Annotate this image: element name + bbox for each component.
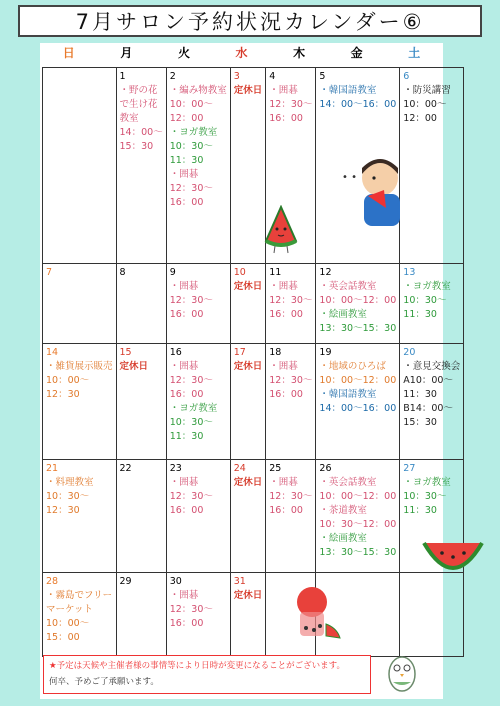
weekday-tue: 火 — [177, 46, 190, 60]
event-entry: 13：30～15：30 — [319, 547, 397, 558]
event-entry: 10：30～ — [169, 417, 213, 428]
watermelon-slice-icon — [420, 533, 486, 577]
calendar-week-row — [43, 264, 464, 344]
event-entry: 16：00 — [169, 618, 204, 629]
event-entry: 14：00～16：00 — [319, 403, 397, 414]
event-entry: ・ヨガ教室 — [169, 403, 218, 414]
event-entry: 15：30 — [119, 141, 154, 152]
calendar-day-cell — [116, 573, 166, 657]
event-entry: ・地域のひろば — [319, 361, 386, 372]
event-entry: 10：30～ — [169, 141, 213, 152]
event-entry: 15：30 — [403, 417, 437, 428]
day-number: 3 — [233, 71, 240, 82]
event-entry: ・囲碁 — [269, 361, 298, 372]
event-entry: 16：00 — [169, 389, 204, 400]
calendar-day-cell — [166, 264, 230, 344]
calendar-day-cell — [230, 460, 266, 573]
event-entry: 11：30 — [403, 505, 437, 516]
event-entry: 15：00 — [46, 632, 80, 643]
event-entry: 10：00～ — [169, 99, 213, 110]
event-entry: 16：00 — [269, 389, 303, 400]
day-number: 10 — [233, 267, 246, 278]
event-entry: 11：30 — [169, 155, 204, 166]
calendar-day-cell — [316, 264, 400, 344]
event-entry: ・囲碁 — [269, 85, 298, 96]
event-entry: 12：30～ — [169, 375, 213, 386]
event-entry: ・囲碁 — [269, 477, 298, 488]
calendar-day-cell — [400, 573, 464, 657]
event-entry: 14：00～16：00 — [319, 99, 397, 110]
event-entry: 12：30～ — [269, 295, 313, 306]
calendar-day-cell — [316, 460, 400, 573]
event-entry: A10：00～ — [403, 375, 453, 386]
day-number: 17 — [233, 347, 246, 358]
weekday-sat: 土 — [408, 46, 421, 60]
event-entry: ・囲碁 — [169, 361, 199, 372]
calendar-day-cell — [116, 460, 166, 573]
event-entry: 12：00 — [169, 113, 204, 124]
weekday-fri: 金 — [350, 46, 363, 60]
watermelon-character-icon — [262, 205, 300, 255]
event-entry: ・韓国語教室 — [319, 85, 377, 96]
calendar-day-cell — [266, 264, 316, 344]
day-number: 26 — [319, 463, 332, 474]
calendar-day-cell — [43, 264, 117, 344]
event-entry: 定休日 — [233, 361, 263, 372]
calendar-day-cell — [43, 68, 117, 264]
event-entry: 10：30～12：00 — [319, 519, 397, 530]
event-entry: 11：30 — [403, 309, 437, 320]
event-entry: ・韓国語教室 — [319, 389, 377, 400]
day-number: 31 — [233, 576, 246, 587]
event-entry: 12：00 — [403, 113, 437, 124]
calendar-sheet — [40, 43, 461, 699]
day-number: 6 — [403, 71, 410, 82]
calendar-week-row — [43, 344, 464, 460]
calendar-day-cell — [316, 344, 400, 460]
event-entry: 10：00～ — [46, 618, 90, 629]
calendar-day-cell — [116, 68, 166, 264]
event-entry: 定休日 — [233, 281, 263, 292]
event-entry: 16：00 — [169, 505, 204, 516]
event-entry: 12：30～ — [169, 183, 213, 194]
event-entry: 11：30 — [403, 389, 437, 400]
event-entry: ・編み物教室 — [169, 85, 227, 96]
day-number: 2 — [169, 71, 176, 82]
event-entry: 13：30～15：30 — [319, 323, 397, 334]
notice-box — [43, 655, 371, 694]
event-entry: ・絵画教室 — [319, 533, 367, 544]
day-number: 13 — [403, 267, 416, 278]
event-entry: 定休日 — [233, 85, 263, 96]
event-entry: 12：30～ — [169, 604, 213, 615]
event-entry: ・囲碁 — [169, 477, 199, 488]
event-entry: 11：30 — [169, 431, 204, 442]
notice-line-2: 何卒、予めご了承願います。 — [49, 677, 159, 687]
calendar-day-cell — [43, 460, 117, 573]
day-number: 28 — [46, 576, 59, 587]
event-entry: 10：30～ — [46, 491, 90, 502]
day-number: 7 — [46, 267, 53, 278]
day-number: 8 — [119, 267, 126, 278]
calendar-day-cell — [230, 344, 266, 460]
event-entry: ・英会話教室 — [319, 281, 377, 292]
event-entry: 10：30～ — [403, 295, 447, 306]
weekday-header — [40, 43, 443, 63]
event-entry: 16：00 — [169, 309, 204, 320]
event-entry: ・英会話教室 — [319, 477, 377, 488]
event-entry: 10：00～12：00 — [319, 295, 397, 306]
calendar-day-cell — [116, 344, 166, 460]
calendar-day-cell — [266, 344, 316, 460]
day-number: 9 — [169, 267, 176, 278]
event-entry: ・ヨガ教室 — [403, 281, 451, 292]
event-entry: ・料理教室 — [46, 477, 94, 488]
day-number: 19 — [319, 347, 332, 358]
day-number: 27 — [403, 463, 416, 474]
calendar-day-cell — [43, 344, 117, 460]
event-entry: 12：30 — [46, 389, 80, 400]
calendar-day-cell — [166, 573, 230, 657]
boy-eating-watermelon-icon — [340, 150, 410, 230]
owl-mascot-icon — [385, 650, 419, 694]
event-entry: 14：00～ — [119, 127, 163, 138]
event-entry: 10：30～ — [403, 491, 447, 502]
calendar-week-row — [43, 460, 464, 573]
day-number: 4 — [269, 71, 276, 82]
weekday-wed: 水 — [235, 46, 248, 60]
day-number: 11 — [269, 267, 282, 278]
day-number: 14 — [46, 347, 59, 358]
event-entry: 10：00～12：00 — [319, 375, 397, 386]
day-number: 29 — [119, 576, 132, 587]
calendar-day-cell — [230, 573, 266, 657]
calendar-day-cell — [166, 344, 230, 460]
event-entry: ・意見交換会 — [403, 361, 461, 372]
event-entry: 16：00 — [269, 113, 303, 124]
calendar-day-cell — [166, 68, 230, 264]
event-entry: ・囲碁 — [169, 590, 199, 601]
event-entry: 12：30～ — [269, 491, 313, 502]
event-entry: ・ヨガ教室 — [169, 127, 218, 138]
event-entry: 12：30 — [46, 505, 80, 516]
day-number: 5 — [319, 71, 326, 82]
event-entry: 10：00～ — [46, 375, 90, 386]
calendar-day-cell — [266, 460, 316, 573]
day-number: 30 — [169, 576, 182, 587]
day-number: 23 — [169, 463, 182, 474]
calendar-day-cell — [230, 68, 266, 264]
event-entry: ・野の花で生け花教室 — [119, 85, 158, 124]
weekday-sun: 日 — [62, 46, 75, 60]
day-number: 1 — [119, 71, 126, 82]
page-title: 7月サロン予約状況カレンダー⑥ — [18, 5, 482, 37]
event-entry: 定休日 — [233, 590, 263, 601]
calendar-day-cell — [43, 573, 117, 657]
event-entry: 10：00～12：00 — [319, 491, 397, 502]
event-entry: ・絵画教室 — [319, 309, 367, 320]
event-entry: ・防災講習 — [403, 85, 451, 96]
shaved-ice-icon — [282, 582, 344, 640]
event-entry: 定休日 — [119, 361, 149, 372]
event-entry: ・ヨガ教室 — [403, 477, 451, 488]
event-entry: ・霧島でフリーマーケット — [46, 590, 113, 615]
day-number: 18 — [269, 347, 282, 358]
event-entry: 12：30～ — [169, 295, 213, 306]
event-entry: 定休日 — [233, 477, 263, 488]
calendar-day-cell — [230, 264, 266, 344]
calendar-week-row — [43, 573, 464, 657]
weekday-mon: 月 — [120, 46, 133, 60]
calendar-day-cell — [166, 460, 230, 573]
svg-text:• •: • • — [342, 172, 357, 183]
event-entry: 10：00～ — [403, 99, 447, 110]
day-number: 25 — [269, 463, 282, 474]
event-entry: ・囲碁 — [169, 281, 199, 292]
day-number: 21 — [46, 463, 59, 474]
event-entry: ・囲碁 — [269, 281, 298, 292]
day-number: 22 — [119, 463, 132, 474]
event-entry: ・雑貨展示販売 — [46, 361, 113, 372]
day-number: 16 — [169, 347, 182, 358]
calendar-day-cell — [116, 264, 166, 344]
event-entry: 12：30～ — [269, 375, 313, 386]
event-entry: 12：30～ — [269, 99, 313, 110]
calendar-day-cell — [400, 344, 464, 460]
day-number: 24 — [233, 463, 246, 474]
event-entry: B14：00～ — [403, 403, 453, 414]
event-entry: 16：00 — [269, 505, 303, 516]
notice-line-1: ★予定は天候や主催者様の事情等により日時が変更になることがございます。 — [49, 661, 345, 671]
event-entry: ・茶道教室 — [319, 505, 367, 516]
calendar-day-cell — [400, 264, 464, 344]
weekday-thu: 木 — [293, 46, 306, 60]
event-entry: 12：30～ — [169, 491, 213, 502]
day-number: 20 — [403, 347, 416, 358]
event-entry: 16：00 — [269, 309, 303, 320]
day-number: 15 — [119, 347, 132, 358]
event-entry: 16：00 — [169, 197, 204, 208]
day-number: 12 — [319, 267, 332, 278]
event-entry: ・囲碁 — [169, 169, 199, 180]
